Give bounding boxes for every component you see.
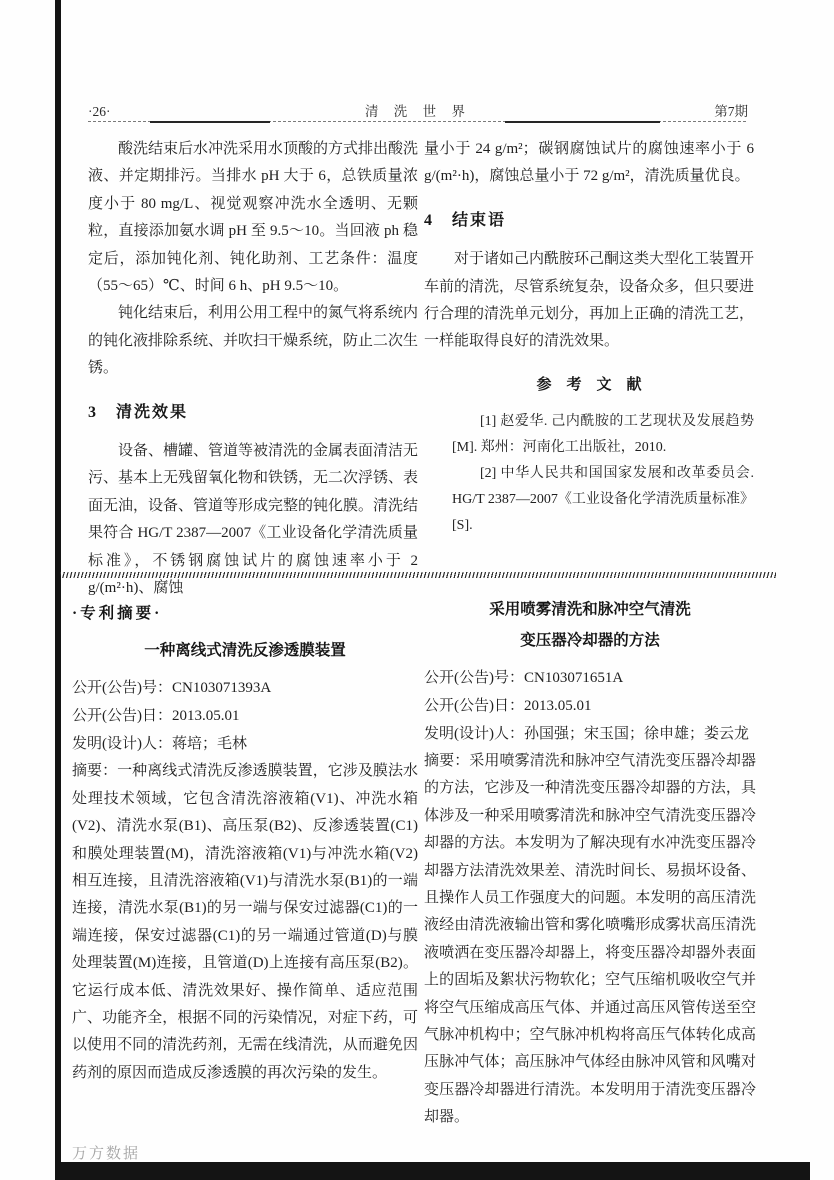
header-rule	[88, 121, 746, 126]
patent-column-left	[72, 600, 418, 1087]
article-paragraph: 酸洗结束后水冲洗采用水顶酸的方式排出酸洗液、并定期排污。当排水 pH 大于 6，总铁质量浓度小于 80 mg/L、视觉观察冲洗水全透明、无颗粒，直接添加氨水调 pH 至 9.5～10。当回液 ph 稳定后，添加钝化剂、钝化助剂、工艺条件：温度（55～65）℃、时间 6 h、pH 9.5～10。	[88, 141, 419, 295]
article-paragraph: 钝化结束后，利用公用工程中的氮气将系统内的钝化液排除系统、并吹扫干燥系统，防止二次生锈。	[88, 305, 419, 377]
patent-abstract: 摘要：一种离线式清洗反渗透膜装置，它涉及膜法水处理技术领域，它包含清洗溶液箱(V1)、冲洗水箱(V2)、清洗水泵(B1)、高压泵(B2)、反渗透装置(C1)和膜处理装置(M)，清洗溶液箱(V1)与冲洗水箱(V2)相互连接，且清洗溶液箱(V1)与清洗水泵(B1)的一端连接，清洗水泵(B1)的另一端与保安过滤器(C1)的一端连接，保安过滤器(C1)的另一端通过管道(D)与膜处理装置(M)连接，且管道(D)上连接有高压泵(B2)。它运行成本低、清洗效果好、操作简单、适应范围广、功能齐全，根据不同的污染情况，对症下药，可以使用不同的清洗药剂，无需在线清洗，从而避免因药剂的原因而造成反渗透膜的再次污染的发生。	[72, 763, 418, 1081]
article-column-right	[424, 136, 754, 539]
patent-publication-number: 公开(公告)号：CN103071393A	[72, 680, 272, 697]
reference-item: [2] 中华人民共和国国家发展和改革委员会. HG/T 2387—2007《工业设备化学清洗质量标准》[S].	[452, 466, 754, 534]
article-paragraph: 对于诸如己内酰胺环己酮这类大型化工装置开车前的清洗，尽管系统复杂，设备众多，但只要进行合理的清洗单元划分，再加上正确的清洗工艺，一样能取得良好的清洗效果。	[424, 251, 755, 350]
scan-edge-bottom	[55, 1162, 810, 1180]
reference-item: [1] 赵爱华. 己内酰胺的工艺现状及发展趋势 [M]. 郑州：河南化工出版社，2010.	[452, 414, 754, 456]
page-header	[88, 100, 748, 120]
issue-number: 第7期	[714, 104, 748, 119]
patent-column-right	[424, 594, 756, 1132]
scan-edge-left	[55, 0, 61, 1180]
journal-title: 清 洗 世 界	[364, 104, 472, 119]
patent-title: 采用喷雾清洗和脉冲空气清洗变压器冷却器的方法	[489, 601, 691, 649]
section-divider	[60, 572, 776, 578]
patent-inventors: 发明(设计)人：孙国强；宋玉国；徐申雄；娄云龙	[424, 726, 749, 742]
references-heading: 参 考 文 献	[536, 376, 642, 393]
header-rule-segment	[150, 121, 270, 123]
patent-abstract: 摘要：采用喷雾清洗和脉冲空气清洗变压器冷却器的方法，它涉及一种清洗变压器冷却器的方法，具体涉及一种采用喷雾清洗和脉冲空气清洗变压器冷却器的方法。本发明为了解决现有水冲洗变压器冷却器方法清洗效果差、清洗时间长、易损坏设备、且操作人员工作强度大的问题。本发明的高压清洗液经由清洗液输出管和雾化喷嘴形成雾状高压清洗液喷洒在变压器冷却器上，将变压器冷却器外表面上的固垢及絮状污物软化；空气压缩机吸收空气并将空气压缩成高压气体、并通过高压风管传送至空气脉冲机构中；空气脉冲机构将高压气体转化成高压脉冲气体；高压脉冲气体经由脉冲风管和风嘴对变压器冷却器进行清洗。本发明用于清洗变压器冷却器。	[424, 753, 756, 1126]
article-paragraph: 设备、槽罐、管道等被清洗的金属表面清洁无污、基本上无残留氧化物和铁锈，无二次浮锈、表面无油，设备、管道等形成完整的钝化膜。清洗结果符合 HG/T 2387—2007《工业设备化学清洗质量标准》，不锈钢腐蚀试片的腐蚀速率小于 2 g/(m²·h)、腐蚀	[88, 443, 419, 597]
article-column-left	[88, 136, 418, 603]
patent-inventors: 发明(设计)人：蒋培；毛林	[72, 736, 247, 753]
section-heading-4: 4 结束语	[424, 211, 507, 229]
wanfang-watermark: 万方数据	[72, 1146, 141, 1162]
patent-section-label: ·专利摘要·	[72, 605, 163, 622]
page-number: ·26·	[88, 104, 111, 119]
section-heading-3: 3 清洗效果	[88, 403, 189, 421]
patent-publication-date: 公开(公告)日：2013.05.01	[424, 698, 592, 714]
patent-publication-date: 公开(公告)日：2013.05.01	[72, 708, 240, 725]
patent-publication-number: 公开(公告)号：CN103071651A	[424, 670, 624, 686]
patent-title: 一种离线式清洗反渗透膜装置	[144, 642, 346, 660]
article-paragraph: 量小于 24 g/m²；碳钢腐蚀试片的腐蚀速率小于 6 g/(m²·h)，腐蚀总量小于 72 g/m²，清洗质量优良。	[424, 141, 754, 185]
header-rule-segment	[505, 121, 660, 123]
